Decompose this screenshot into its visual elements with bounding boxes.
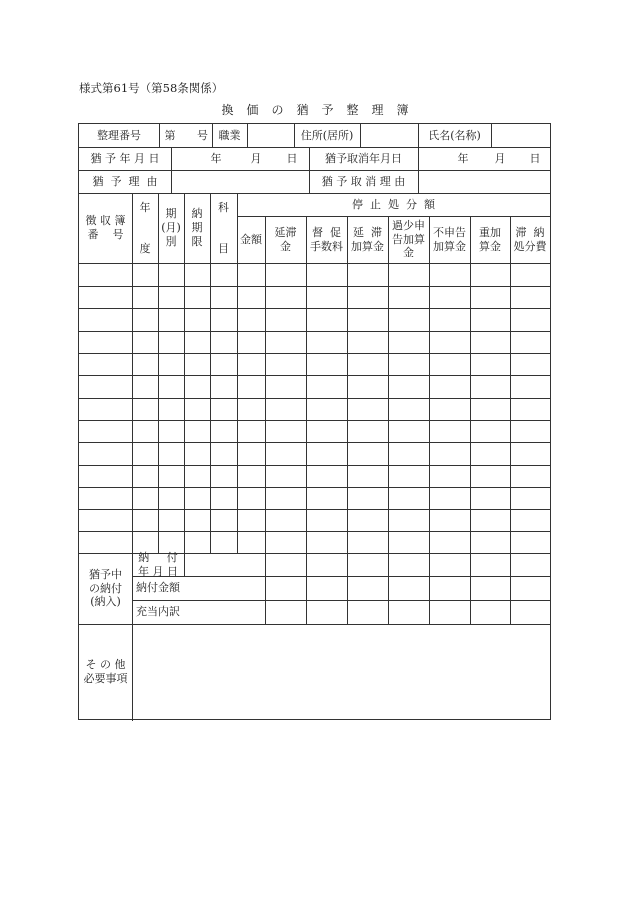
jusho-label: 住所(居所) (300, 128, 354, 142)
choshu-bo-number-header: 徴 収 簿 番 号 (85, 214, 126, 241)
torikeshi-year-label: 年 (457, 151, 469, 165)
go-label: 号 (197, 128, 208, 142)
shokugyo-label: 職業 (218, 128, 241, 142)
dai-label: 第 (164, 128, 176, 142)
torikeshi-date-label: 猶予取消年月日 (325, 151, 402, 165)
torikeshi-reason-label: 猶 予 取 消 理 由 (321, 174, 406, 188)
kamoku-header: 科 目 (218, 200, 229, 255)
nendo-header: 年 度 (139, 200, 151, 255)
sonota-label: そ の 他 必要事項 (83, 657, 128, 685)
yuyo-day-label: 日 (286, 151, 298, 165)
teishi-shobun-group-header: 停 止 処 分 額 (352, 197, 435, 211)
yuyo-date-label: 猶 予 年 月 日 (90, 151, 160, 165)
tainou-shobun-header: 滞 納 処分費 (513, 225, 547, 253)
kingaku-header: 金額 (240, 232, 262, 246)
jukasan-header: 重加 算金 (479, 225, 501, 253)
fushinkoku-kasan-header: 不申告 加算金 (433, 225, 466, 253)
yuyo-month-label: 月 (250, 151, 262, 165)
form-number-caption: 様式第61号（第58条関係） (79, 81, 224, 95)
form-sheet (78, 123, 551, 720)
yuyo-year-label: 年 (210, 151, 222, 165)
seiri-bango-label: 整理番号 (97, 128, 141, 142)
kibetsu-header: 期 (月) 別 (161, 207, 181, 248)
torikeshi-day-label: 日 (529, 151, 541, 165)
nouki-header: 納 期 限 (191, 207, 203, 248)
nofu-amount-label: 納付金額 (136, 581, 180, 595)
entaikin-header: 延滞 金 (274, 225, 297, 253)
form-title: 換価の猶予整理簿 (221, 103, 422, 117)
nofu-date-label: 納 付 年 月 日 (138, 550, 178, 578)
tokusoku-header: 督 促 手数料 (310, 225, 343, 253)
juto-label: 充当内訳 (136, 605, 180, 619)
shimei-label: 氏名(名称) (428, 128, 481, 142)
entai-kasan-header: 延 滞 加算金 (351, 225, 384, 253)
torikeshi-month-label: 月 (494, 151, 506, 165)
yuyo-reason-label: 猶 予 理 由 (92, 174, 158, 188)
kashou-kasan-header: 過少申 告加算 金 (392, 218, 425, 260)
nofu-section-label: 猶予中 の納付 (納入) (89, 567, 122, 609)
